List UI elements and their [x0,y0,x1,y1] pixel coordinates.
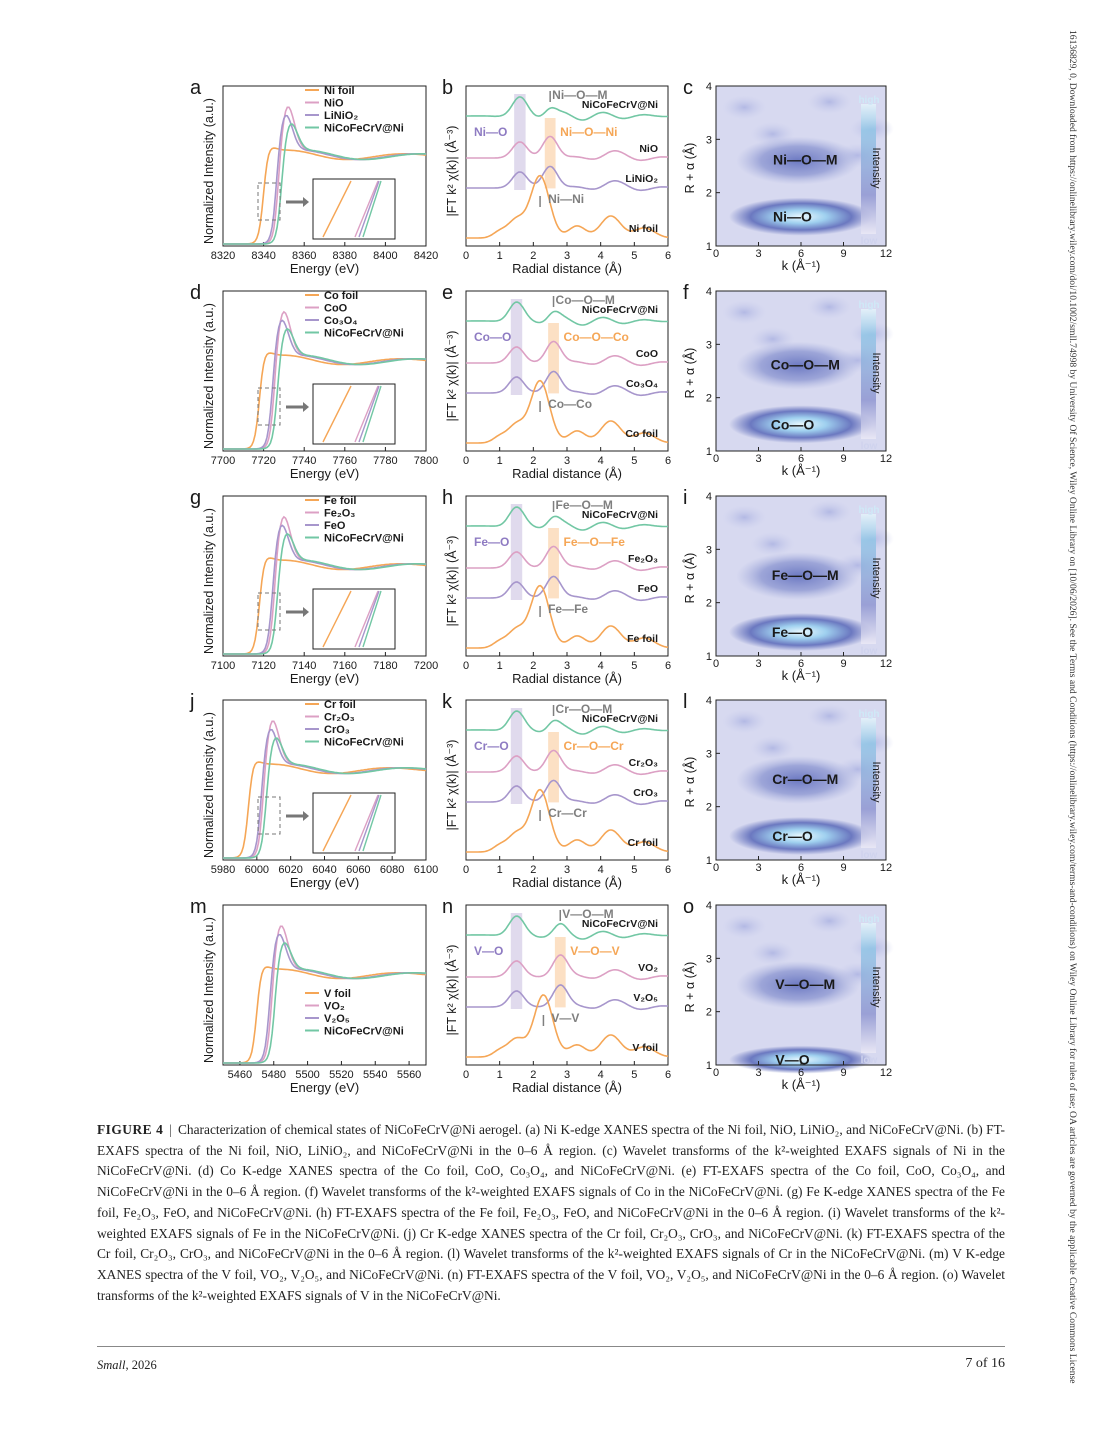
x-tick-label: 3 [755,658,762,670]
m-o-m-band [548,732,559,802]
xanes-panel-j [189,691,438,890]
heatmap-texture [722,300,766,324]
x-axis-label: Radial distance (Å) [512,1080,622,1095]
series-label: V foil [632,1042,658,1054]
legend-entry: NiCoFeCrV@Ni [324,736,404,749]
x-tick-label: 3 [755,1067,762,1079]
series-label: V₂O₅ [633,992,658,1004]
x-axis-label: Energy (eV) [289,261,360,276]
m-m-annotation: Cr—Cr [548,806,587,820]
panel-letter: c [683,77,693,99]
x-tick-label: 9 [840,453,847,465]
x-tick-label: 6 [664,455,672,467]
journal-name [97,1358,157,1373]
m-o-m-band [555,937,566,1007]
x-tick-label: 8360 [291,250,317,262]
panel-letter: n [442,896,454,918]
x-tick-label: 7120 [251,660,276,672]
heatmap-texture [807,90,851,114]
x-tick-label: 6 [664,250,672,262]
heatmap-texture [722,95,766,119]
exafs-panel-b [442,77,671,276]
panel-letter: l [683,691,688,713]
heatmap-texture [807,909,851,933]
x-tick-label: 5500 [295,1069,320,1081]
wavelet-panel-i [682,487,894,683]
exafs-panel-n [442,896,671,1095]
x-tick-label: 5 [631,250,638,262]
panel-letter: e [442,282,454,304]
y-axis-label: R + α (Å) [683,347,697,399]
colorbar-high-label: high [858,300,880,311]
legend-entry: NiCoFeCrV@Ni [324,532,404,545]
download-notice [1064,30,1078,1410]
x-tick-label: 6 [664,660,672,672]
y-tick-label: 2 [705,801,712,814]
x-tick-label: 0 [712,453,720,465]
series-label: Co₃O₄ [625,378,658,390]
m-o-m-m-annotation: Fe—O—Fe [563,535,625,549]
y-tick-label: 3 [705,134,712,147]
colorbar-low-label: low [860,646,878,657]
series-label: NiCoFeCrV@Ni [581,99,658,111]
y-axis-label: R + α (Å) [683,961,697,1013]
x-axis-label: Energy (eV) [289,875,360,890]
panel-letter: g [190,487,202,509]
figure-caption [97,1120,1005,1306]
legend-entry: CrO₃ [324,724,350,736]
heatmap-texture [807,295,851,319]
panel-letter: h [442,487,454,509]
x-tick-label: 0 [712,248,720,260]
series-label: CoO [635,348,658,360]
x-axis-label: k (Å⁻¹) [781,872,821,887]
series-label: NiCoFeCrV@Ni [581,918,658,930]
legend-entry: Ni foil [324,85,355,97]
lower-feature-label: Ni—O [773,208,812,225]
x-tick-label: 8420 [413,250,439,262]
x-axis-label: k (Å⁻¹) [781,463,821,478]
x-axis-label: k (Å⁻¹) [781,258,821,273]
x-tick-label: 6100 [413,864,439,876]
y-axis-label: Normalized Intensity (a.u.) [202,303,216,449]
m-o-m-m-annotation: V—O—V [570,944,620,958]
heatmap-texture [807,500,851,524]
x-axis-label: Energy (eV) [289,671,360,686]
series-label: Cr₂O₃ [628,757,658,769]
m-m-annotation: Ni—Ni [548,192,585,206]
m-o-annotation: Ni—O [474,125,508,139]
legend-entry: Cr foil [324,699,356,711]
series-label: VO₂ [638,962,658,974]
m-o-m-m-annotation: Cr—O—Cr [563,739,624,753]
m-m-annotation: V—V [551,1011,580,1025]
x-tick-label: 0 [712,862,720,874]
x-tick-label: 12 [879,248,893,260]
x-tick-label: 7800 [413,455,439,467]
y-tick-label: 1 [705,446,712,458]
x-tick-label: 6040 [312,864,337,876]
y-tick-label: 4 [705,81,712,93]
x-tick-label: 0 [462,660,470,672]
legend-entry: Fe foil [324,495,357,507]
series-label: Cr foil [627,837,658,849]
x-tick-label: 3 [563,1069,571,1081]
colorbar-title: Intensity [870,557,882,599]
y-tick-label: 2 [705,597,712,610]
zoom-arrow-head [303,607,309,617]
x-tick-label: 9 [840,1067,847,1079]
legend-entry: LiNiO₂ [324,110,359,122]
series-label: NiCoFeCrV@Ni [581,713,658,725]
series-label: FeO [637,583,658,595]
x-tick-label: 5 [631,660,638,672]
panel-letter: a [190,77,202,99]
m-o-annotation: Co—O [474,330,512,344]
x-tick-label: 3 [755,248,762,260]
y-tick-label: 2 [705,392,712,405]
exafs-panel-e [442,282,671,481]
upper-feature-label: Co—O—M [770,356,840,373]
y-tick-label: 4 [705,491,712,503]
x-tick-label: 5 [631,864,638,876]
x-tick-label: 0 [712,658,720,670]
x-tick-label: 4 [597,250,604,262]
y-axis-label: R + α (Å) [683,756,697,808]
x-axis-label: Energy (eV) [289,1080,360,1095]
y-tick-label: 1 [705,855,712,867]
panel-letter: d [190,282,202,304]
m-m-annotation: Co—Co [548,397,593,411]
x-axis-label: Radial distance (Å) [512,261,622,276]
inset-frame [313,384,395,444]
x-tick-label: 2 [530,1069,537,1081]
x-tick-label: 6 [664,864,672,876]
x-tick-label: 5480 [261,1069,286,1081]
x-tick-label: 2 [530,660,537,672]
x-tick-label: 3 [563,455,571,467]
x-tick-label: 2 [530,864,537,876]
x-axis-label: Radial distance (Å) [512,466,622,481]
series-label: Fe₂O₃ [628,553,658,565]
legend-entry: Co foil [324,290,359,302]
colorbar-high-label: high [858,914,880,925]
y-tick-label: 3 [705,953,712,966]
y-tick-label: 3 [705,748,712,761]
x-tick-label: 7780 [373,455,398,467]
x-tick-label: 3 [755,453,762,465]
legend-entry: CoO [324,302,348,315]
y-tick-label: 4 [705,695,712,707]
wavelet-panel-l [682,691,894,887]
x-axis-label: Radial distance (Å) [512,671,622,686]
colorbar-low-label: low [860,1055,878,1066]
panel-letter: k [442,691,452,713]
journal-year: , 2026 [125,1358,157,1372]
x-tick-label: 8400 [373,250,398,262]
x-tick-label: 6080 [379,864,405,876]
series-label: Fe foil [627,633,658,645]
x-tick-label: 7180 [373,660,398,672]
heatmap-texture [722,709,766,733]
series-label: Co foil [625,428,658,440]
colorbar-high-label: high [858,709,880,720]
x-tick-label: 4 [597,1069,604,1081]
y-tick-label: 2 [705,187,712,200]
x-tick-label: 9 [840,658,847,670]
x-tick-label: 8320 [210,250,236,262]
colorbar-high-label: high [858,95,880,106]
download-notice-text: 16136829, 0, Downloaded from https://onlinelibrary.wiley.com/doi/10.1002/smll.74998 by University Of Science, Wiley Online Library on [10/06/2026]. See the Terms and Conditions (https://onlinelibrary.wiley.com/terms-and-conditions) on Wiley Online Library for rules of use; OA articles are governed by the applicable Creative Commons License [1067,30,1078,1384]
y-axis-label: |FT k² χ(k)| (Å⁻³) [445,739,459,831]
m-o-m-annotation: Fe—O—M [555,498,613,512]
upper-feature-label: V—O—M [775,976,836,992]
x-tick-label: 9 [840,248,847,260]
colorbar-title: Intensity [870,761,882,803]
lower-feature-label: Co—O [770,416,815,433]
x-tick-label: 7140 [291,660,317,672]
upper-feature-label: Ni—O—M [772,151,838,168]
caption-text: Characterization of chemical states of NiCoFeCrV@Ni aerogel. (a) Ni K-edge XANES spectra of the Ni foil, NiO, LiNiO₂, and NiCoFeCrV@Ni. (b) FT-EXAFS spectra of the Ni foil, NiO, LiNiO₂, and NiCoFeCrV@Ni in the 0–6 Å region. (c) Wavelet transforms of the k²-weighted EXAFS signals of Ni in the NiCoFeCrV@Ni. (d) Co K-edge XANES spectra of the Co foil, CoO, Co₃O₄, and NiCoFeCrV@Ni. (e) FT-EXAFS spectra of the Co foil, CoO, Co₃O₄, and NiCoFeCrV@Ni in the 0–6 Å region. (f) Wavelet transforms of the k²-weighted EXAFS signals of Co in the NiCoFeCrV@Ni. (g) Fe K-edge XANES spectra of the Fe foil, Fe₂O₃, FeO, and NiCoFeCrV@Ni. (h) FT-EXAFS spectra of the Fe foil, Fe₂O₃, FeO, and NiCoFeCrV@Ni in the 0–6 Å region. (i) Wavelet transforms of the k²-weighted EXAFS signals of Fe in the NiCoFeCrV@Ni. (j) Cr K-edge XANES spectra of the Cr foil, Cr₂O₃, CrO₃, and NiCoFeCrV@Ni. (k) FT-EXAFS spectra of the Cr foil, Cr₂O₃, CrO₃, and NiCoFeCrV@Ni in the 0–6 Å region. (l) Wavelet transforms of the k²-weighted EXAFS signals of Cr in the NiCoFeCrV@Ni. (m) V K-edge XANES spectra of the V foil, VO₂, V₂O₅, and NiCoFeCrV@Ni. (n) FT-EXAFS spectra of the V foil, VO₂, V₂O₅, and NiCoFeCrV@Ni in the 0–6 Å region. (o) Wavelet transforms of the k²-weighted EXAFS signals of V in the NiCoFeCrV@Ni. [97,1122,1006,1303]
legend-entry: FeO [324,520,346,532]
series-label: LiNiO₂ [625,173,658,185]
xanes-panel-a [190,77,438,276]
inset-frame [313,179,395,239]
caption-separator: | [169,1122,172,1137]
x-tick-label: 2 [530,250,537,262]
panel-letter: m [190,896,207,918]
legend-entry: Cr₂O₃ [324,711,355,724]
x-tick-label: 4 [597,455,604,467]
x-tick-label: 1 [496,660,503,672]
x-tick-label: 5540 [363,1069,388,1081]
panel-letter: i [683,487,688,509]
x-tick-label: 6 [797,453,805,465]
y-tick-label: 4 [705,286,712,298]
x-tick-label: 1 [496,455,503,467]
x-tick-label: 2 [530,455,537,467]
y-tick-label: 3 [705,339,712,352]
m-o-m-band [545,118,556,188]
x-tick-label: 12 [879,1067,893,1079]
x-tick-label: 5460 [227,1069,253,1081]
y-axis-label: |FT k² χ(k)| (Å⁻³) [445,944,459,1036]
x-tick-label: 0 [462,864,470,876]
legend-entry: NiO [324,97,344,110]
heatmap-texture [722,505,766,529]
xanes-panel-d [190,282,438,481]
colorbar-title: Intensity [870,147,882,189]
y-axis-label: R + α (Å) [683,142,697,194]
series-label: NiO [639,143,658,155]
x-tick-label: 12 [879,862,893,874]
colorbar-low-label: low [860,441,878,452]
x-tick-label: 5 [631,1069,638,1081]
zoom-arrow-head [303,197,309,207]
m-o-m-annotation: V—O—M [562,907,614,921]
m-o-m-m-annotation: Co—O—Co [563,330,629,344]
m-o-m-annotation: Co—O—M [555,293,615,307]
m-o-m-band [548,528,559,598]
lower-feature-label: Fe—O [771,624,814,640]
y-tick-label: 1 [705,651,712,663]
x-tick-label: 1 [496,1069,503,1081]
m-o-annotation: V—O [474,944,504,958]
x-tick-label: 1 [496,250,503,262]
series-label: NiCoFeCrV@Ni [581,509,658,521]
series-label: Ni foil [628,223,658,235]
m-o-m-band [548,323,559,393]
x-tick-label: 6 [797,862,805,874]
x-tick-label: 5980 [210,864,236,876]
x-tick-label: 3 [563,864,571,876]
lower-feature-label: V—O [775,1051,810,1068]
heatmap-texture [722,914,766,938]
exafs-series-line [466,137,668,161]
legend-entry: VO₂ [324,1000,345,1013]
x-tick-label: 6000 [244,864,270,876]
y-axis-label: Normalized Intensity (a.u.) [202,98,216,244]
x-tick-label: 6 [797,1067,805,1079]
x-tick-label: 7200 [413,660,439,672]
series-label: NiCoFeCrV@Ni [581,304,658,316]
legend-entry: NiCoFeCrV@Ni [324,122,404,135]
y-tick-label: 2 [705,1006,712,1019]
upper-feature-label: Cr—O—M [772,771,839,787]
x-tick-label: 6020 [278,864,303,876]
x-axis-label: k (Å⁻¹) [781,668,821,683]
x-tick-label: 7720 [251,455,276,467]
xanes-panel-g [190,487,438,686]
x-axis-label: k (Å⁻¹) [781,1077,821,1092]
x-tick-label: 6060 [346,864,371,876]
y-axis-label: |FT k² χ(k)| (Å⁻³) [445,330,459,422]
x-tick-label: 3 [755,862,762,874]
y-axis-label: Normalized Intensity (a.u.) [202,712,216,858]
m-o-m-m-annotation: Ni—O—Ni [560,125,618,139]
colorbar-high-label: high [858,505,880,516]
legend-entry: NiCoFeCrV@Ni [324,327,404,340]
m-o-m-annotation: Ni—O—M [552,88,608,102]
m-o-m-annotation: Cr—O—M [555,702,613,716]
m-m-annotation: Fe—Fe [548,602,589,616]
x-tick-label: 8380 [332,250,358,262]
panel-letter: f [683,282,689,304]
x-axis-label: Energy (eV) [289,466,360,481]
wavelet-panel-c [682,77,894,273]
zoom-arrow-head [303,402,309,412]
x-tick-label: 0 [462,1069,470,1081]
m-o-annotation: Fe—O [474,535,510,549]
zoom-arrow-head [303,811,309,821]
upper-feature-label: Fe—O—M [771,567,839,583]
x-tick-label: 6 [664,1069,672,1081]
wavelet-panel-f [682,282,894,478]
x-axis-label: Radial distance (Å) [512,875,622,890]
x-tick-label: 1 [496,864,503,876]
m-o-annotation: Cr—O [474,739,509,753]
y-axis-label: |FT k² χ(k)| (Å⁻³) [445,125,459,217]
y-axis-label: |FT k² χ(k)| (Å⁻³) [445,535,459,627]
x-tick-label: 7700 [210,455,236,467]
series-label: CrO₃ [633,787,658,799]
inset-frame [313,589,395,649]
x-tick-label: 6 [797,658,805,670]
x-tick-label: 0 [462,250,470,262]
inset-frame [313,793,395,853]
panel-letter: o [683,896,695,918]
y-axis-label: Normalized Intensity (a.u.) [202,508,216,654]
y-tick-label: 1 [705,241,712,253]
x-tick-label: 6 [797,248,805,260]
x-tick-label: 7160 [332,660,358,672]
footer-divider [97,1346,1005,1347]
x-tick-label: 12 [879,658,893,670]
xanes-panel-m [190,896,426,1095]
x-tick-label: 0 [462,455,470,467]
exafs-panel-k [442,691,671,890]
y-tick-label: 1 [705,1060,712,1072]
legend-entry: NiCoFeCrV@Ni [324,1025,404,1038]
x-tick-label: 7760 [332,455,358,467]
legend-entry: Fe₂O₃ [324,507,356,520]
colorbar-low-label: low [860,850,878,861]
wavelet-panel-o [682,896,894,1092]
x-tick-label: 4 [597,660,604,672]
y-tick-label: 3 [705,544,712,557]
x-tick-label: 7740 [291,455,317,467]
exafs-panel-h [442,487,671,686]
legend-entry: V₂O₅ [324,1013,350,1025]
legend-entry: V foil [324,988,351,1000]
y-axis-label: R + α (Å) [683,552,697,604]
x-tick-label: 7100 [210,660,236,672]
x-tick-label: 0 [712,1067,720,1079]
heatmap-texture [807,704,851,728]
x-tick-label: 8340 [251,250,276,262]
x-tick-label: 9 [840,862,847,874]
x-tick-label: 3 [563,660,571,672]
y-tick-label: 4 [705,900,712,912]
journal-title: Small [97,1358,126,1372]
colorbar-title: Intensity [870,352,882,394]
panel-letter: b [442,77,454,99]
y-axis-label: Normalized Intensity (a.u.) [202,917,216,1063]
lower-feature-label: Cr—O [772,828,813,844]
x-tick-label: 3 [563,250,571,262]
panel-letter: j [190,691,195,713]
x-tick-label: 5 [631,455,638,467]
page-number: 7 of 16 [965,1356,1005,1371]
legend-entry: Co₃O₄ [324,315,358,327]
caption-label: FIGURE 4 [97,1122,164,1137]
x-tick-label: 5560 [396,1069,422,1081]
x-tick-label: 4 [597,864,604,876]
colorbar-title: Intensity [870,966,882,1008]
colorbar-low-label: low [860,236,878,247]
x-tick-label: 12 [879,453,893,465]
x-tick-label: 5520 [329,1069,354,1081]
